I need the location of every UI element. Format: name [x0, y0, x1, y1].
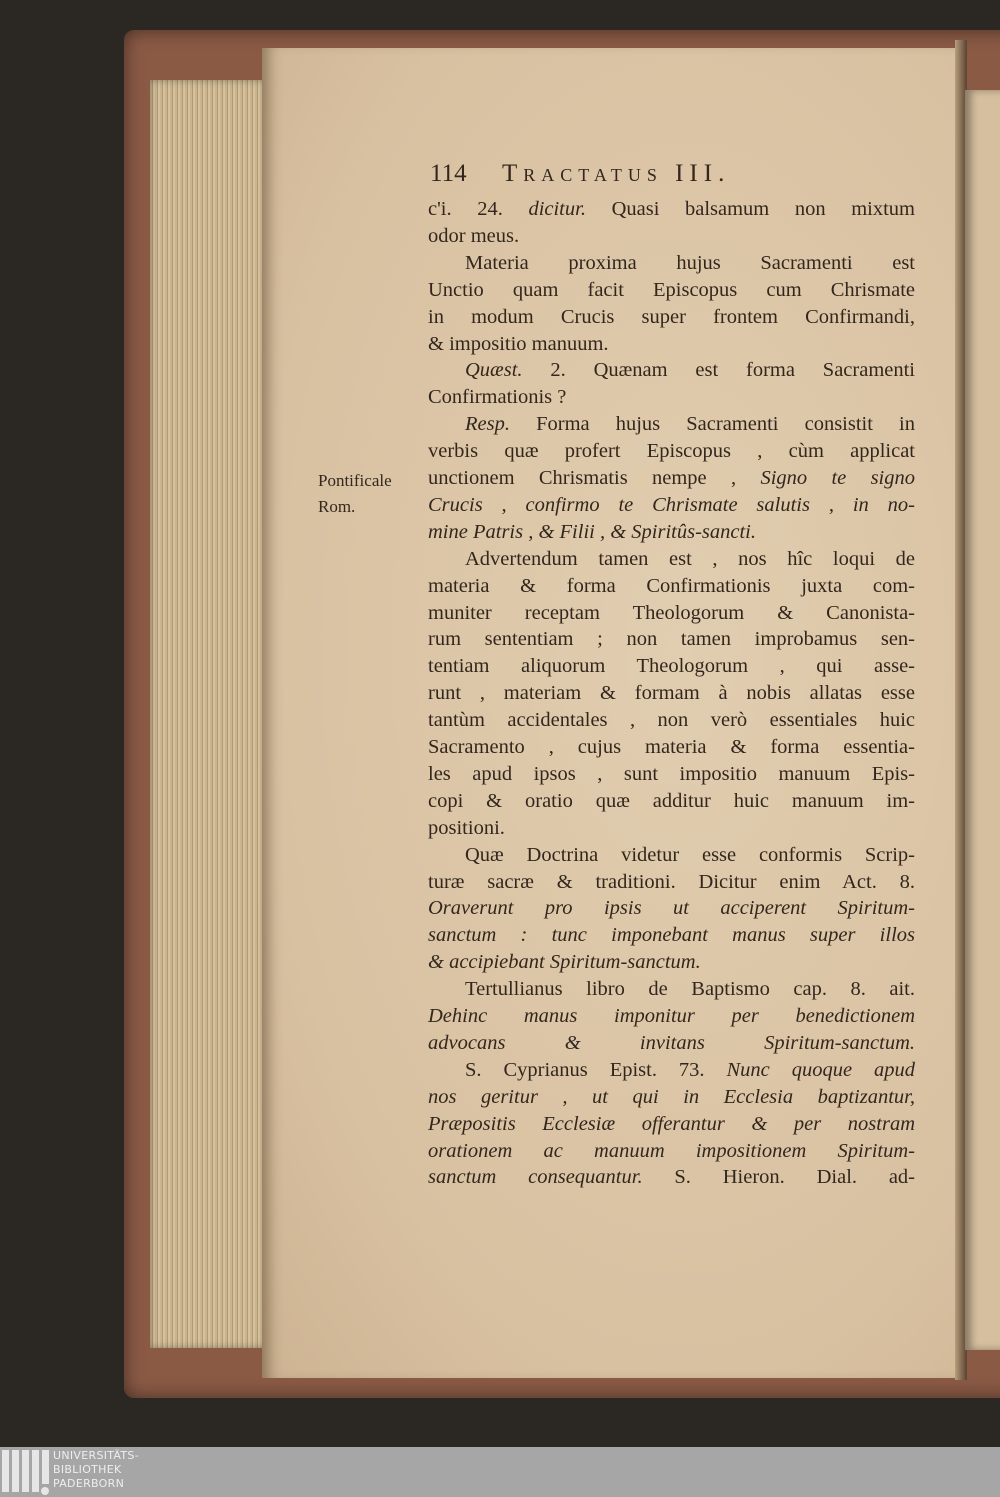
text-line [428, 1030, 915, 1056]
roman-text: S. Cyprianus Epist. 73. [465, 1058, 727, 1081]
text-line [465, 411, 915, 437]
roman-text: Tertullianus libro de Baptismo cap. 8. ait. [465, 978, 915, 1001]
text-line [428, 1111, 915, 1137]
text-line [428, 465, 915, 491]
roman-text: runt , materiam & formam à nobis allatas esse [428, 682, 915, 705]
text-line [428, 949, 915, 975]
italic-text: advocans & invitans Spiritum-sanctum. [428, 1031, 915, 1054]
text-line [428, 223, 915, 249]
marginal-note-line: Rom. [318, 497, 356, 516]
italic-text: Resp. [465, 413, 510, 436]
roman-text: Advertendum tamen est , nos hîc loqui de [465, 547, 915, 570]
italic-text: Quæst. [465, 359, 523, 382]
italic-text: Præpositis Ecclesiæ offerantur & per nostram [428, 1112, 915, 1135]
text-line [428, 1138, 915, 1164]
text-line [465, 357, 915, 383]
roman-text: in modum Crucis super frontem Confirmandi, [428, 305, 915, 328]
running-header [430, 160, 920, 192]
text-line [428, 707, 915, 733]
text-line [428, 573, 915, 599]
italic-text: Dehinc manus imponitur per benedictionem [428, 1005, 915, 1027]
roman-text: S. Hieron. Dial. ad- [642, 1166, 916, 1189]
roman-text: odor meus. [428, 224, 520, 247]
logo-line: PADERBORN [53, 1477, 125, 1490]
roman-text: Confirmationis ? [428, 386, 567, 409]
text-line [428, 869, 915, 895]
text-line [428, 519, 915, 545]
running-title: Tractatus III. [502, 160, 731, 187]
roman-text: tentiam aliquorum Theologorum , qui asse- [428, 655, 915, 678]
italic-text: Oraverunt pro ipsis ut acciperent Spiritum- [428, 897, 915, 920]
roman-text: Sacramento , cujus materia & forma essentia- [428, 736, 915, 758]
italic-text: & accipiebant Spiritum-sanctum. [428, 951, 701, 974]
roman-text: turæ sacræ & traditioni. Dicitur enim Act. 8. [428, 870, 915, 893]
facing-page [965, 90, 1000, 1350]
library-logo-text [53, 1449, 139, 1491]
italic-text: mine Patris , & Filii , & Spiritûs-sancti. [428, 520, 756, 543]
text-line [428, 734, 915, 760]
logo-line: UNIVERSITÄTS- [53, 1449, 139, 1462]
page-number: 114 [430, 160, 467, 187]
roman-text: rum sententiam ; non tamen improbamus sen- [428, 628, 915, 651]
text-line [428, 492, 915, 518]
text-line [428, 196, 915, 222]
roman-text: Materia proxima hujus Sacramenti est [465, 251, 915, 274]
roman-text: positioni. [428, 816, 505, 839]
text-line [428, 815, 915, 841]
text-line [465, 842, 915, 868]
text-line [428, 304, 915, 330]
text-line [428, 1003, 915, 1029]
roman-text: materia & forma Confirmationis juxta com- [428, 574, 915, 597]
italic-text: Nunc quoque apud [726, 1058, 915, 1081]
italic-text: dicitur. [528, 198, 586, 220]
italic-text: sanctum consequantur. [428, 1166, 643, 1189]
text-line [465, 250, 915, 276]
roman-text: muniter receptam Theologorum & Canonista- [428, 601, 915, 624]
text-line [428, 922, 915, 948]
text-line [428, 384, 915, 410]
roman-text: 2. Quænam est forma Sacramenti [522, 359, 915, 382]
text-line [465, 1057, 915, 1083]
logo-line: BIBLIOTHEK [53, 1463, 122, 1476]
italic-text: orationem ac manuum impositionem Spiritum- [428, 1139, 915, 1162]
text-line [428, 653, 915, 679]
text-line [428, 600, 915, 626]
text-line [428, 626, 915, 652]
roman-text: unctionem Chrismatis nempe , [428, 467, 761, 489]
text-line [428, 761, 915, 787]
text-line [428, 277, 915, 303]
text-line [465, 546, 915, 572]
roman-text: c'i. 24. [428, 198, 529, 220]
roman-text: Unctio quam facit Episcopus cum Chrismate [428, 278, 915, 301]
italic-text: sanctum : tunc imponebant manus super illos [428, 924, 915, 947]
roman-text: tantùm accidentales , non verò essentiales huic [428, 709, 915, 732]
text-line [428, 680, 915, 706]
text-line [428, 331, 915, 357]
text-line [428, 438, 915, 464]
text-line [428, 788, 915, 814]
text-line [465, 976, 915, 1002]
text-line [428, 1084, 915, 1110]
text-line [428, 1164, 915, 1190]
roman-text: Forma hujus Sacramenti consistit in [509, 413, 915, 436]
italic-text: Crucis , confirmo te Chrismate salutis , in no- [428, 493, 915, 516]
roman-text: & impositio manuum. [428, 332, 609, 355]
italic-text: Signo te signo [760, 467, 915, 489]
italic-text: nos geritur , ut qui in Ecclesia baptizantur, [428, 1085, 915, 1108]
page-edges [150, 80, 266, 1348]
marginal-note-line: Pontificale [318, 471, 392, 490]
roman-text: Quæ Doctrina videtur esse conformis Scrip- [465, 843, 915, 866]
roman-text: verbis quæ profert Episcopus , cùm applicat [428, 440, 915, 463]
roman-text: les apud ipsos , sunt impositio manuum Epis- [428, 762, 915, 785]
library-footer [0, 1447, 1000, 1497]
text-line [428, 895, 915, 921]
roman-text: copi & oratio quæ additur huic manuum im- [428, 789, 915, 812]
roman-text: Quasi balsamum non mixtum [585, 198, 915, 220]
